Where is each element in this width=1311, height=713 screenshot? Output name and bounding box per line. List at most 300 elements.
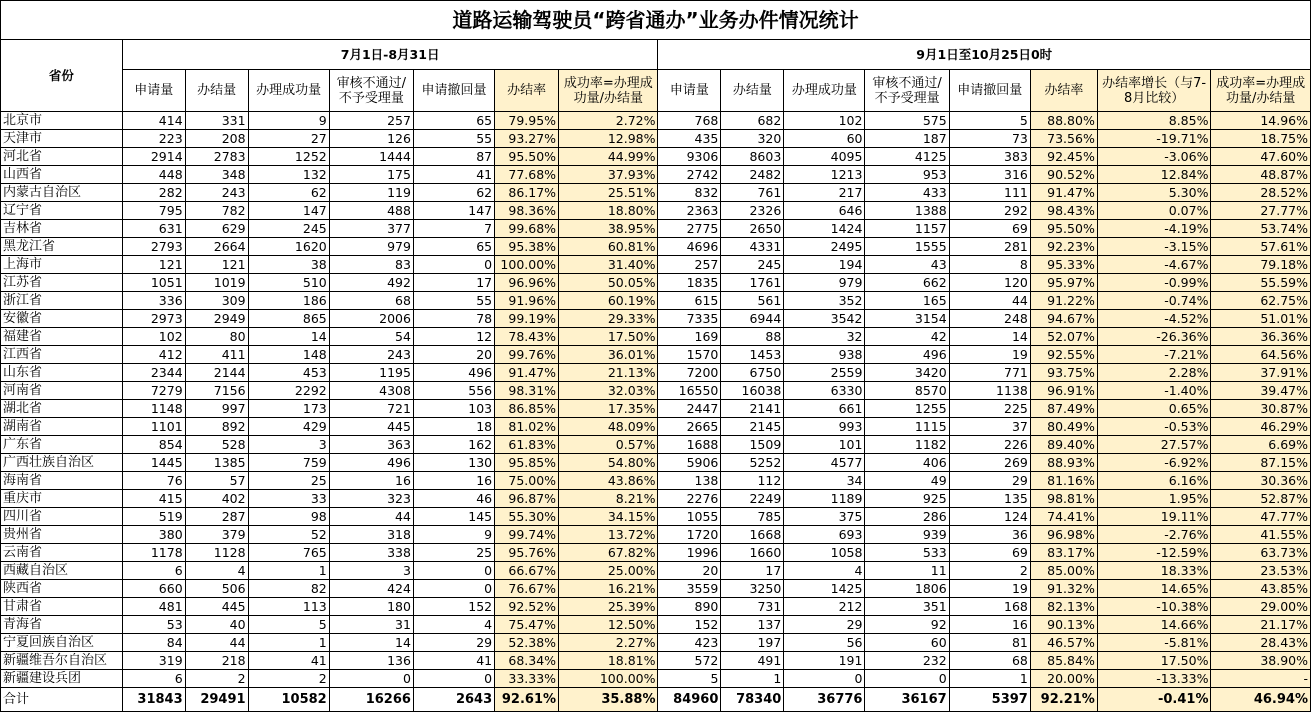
- table-row: [1, 454, 1311, 472]
- value-cell: 27.57%: [1097, 436, 1211, 454]
- value-cell: 5.30%: [1097, 184, 1211, 202]
- value-cell: 2363: [658, 202, 721, 220]
- value-cell: 53: [122, 616, 185, 634]
- table-row: [1, 508, 1311, 526]
- value-cell: 39.47%: [1211, 382, 1311, 400]
- value-cell: 731: [721, 598, 784, 616]
- value-cell: 7: [413, 220, 494, 238]
- value-cell: 5: [949, 112, 1030, 130]
- province-cell: 新疆建设兵团: [1, 670, 123, 688]
- value-cell: 4331: [721, 238, 784, 256]
- value-cell: 2559: [784, 364, 865, 382]
- value-cell: 2482: [721, 166, 784, 184]
- value-cell: 1058: [784, 544, 865, 562]
- value-cell: 8.85%: [1097, 112, 1211, 130]
- value-cell: 79.18%: [1211, 256, 1311, 274]
- value-cell: 77.68%: [495, 166, 559, 184]
- value-cell: 18.75%: [1211, 130, 1311, 148]
- table-row: [1, 346, 1311, 364]
- value-cell: 92.52%: [495, 598, 559, 616]
- value-cell: 80.49%: [1030, 418, 1097, 436]
- value-cell: 33.33%: [495, 670, 559, 688]
- value-cell: 173: [248, 400, 329, 418]
- value-cell: 1688: [658, 436, 721, 454]
- value-cell: 348: [185, 166, 248, 184]
- value-cell: 50.05%: [559, 274, 658, 292]
- value-cell: 18.81%: [559, 652, 658, 670]
- value-cell: 112: [721, 472, 784, 490]
- value-cell: 73.56%: [1030, 130, 1097, 148]
- value-cell: 5906: [658, 454, 721, 472]
- value-cell: 81: [949, 634, 1030, 652]
- column-header: 审核不通过/不予受理量: [865, 70, 949, 112]
- value-cell: 892: [185, 418, 248, 436]
- value-cell: 44.99%: [559, 148, 658, 166]
- value-cell: 187: [865, 130, 949, 148]
- value-cell: 1996: [658, 544, 721, 562]
- province-cell: 福建省: [1, 328, 123, 346]
- value-cell: 782: [185, 202, 248, 220]
- value-cell: 46: [413, 490, 494, 508]
- value-cell: 1189: [784, 490, 865, 508]
- value-cell: 785: [721, 508, 784, 526]
- value-cell: 5397: [949, 688, 1030, 712]
- value-cell: 1055: [658, 508, 721, 526]
- value-cell: 2: [949, 562, 1030, 580]
- value-cell: 1195: [329, 364, 413, 382]
- value-cell: 46.94%: [1211, 688, 1311, 712]
- value-cell: 232: [865, 652, 949, 670]
- value-cell: 75.47%: [495, 616, 559, 634]
- table-row: [1, 580, 1311, 598]
- value-cell: 17.50%: [1097, 652, 1211, 670]
- value-cell: 2783: [185, 148, 248, 166]
- value-cell: 43.86%: [559, 472, 658, 490]
- value-cell: 65: [413, 112, 494, 130]
- value-cell: 6750: [721, 364, 784, 382]
- value-cell: 18.80%: [559, 202, 658, 220]
- value-cell: 2.28%: [1097, 364, 1211, 382]
- value-cell: 152: [658, 616, 721, 634]
- value-cell: 17: [721, 562, 784, 580]
- value-cell: 21.13%: [559, 364, 658, 382]
- province-cell: 辽宁省: [1, 202, 123, 220]
- value-cell: 660: [122, 580, 185, 598]
- value-cell: 1425: [784, 580, 865, 598]
- value-cell: 95.76%: [495, 544, 559, 562]
- value-cell: 2.27%: [559, 634, 658, 652]
- value-cell: 0.65%: [1097, 400, 1211, 418]
- value-cell: 1157: [865, 220, 949, 238]
- value-cell: 92.55%: [1030, 346, 1097, 364]
- table-row: [1, 274, 1311, 292]
- value-cell: 28.43%: [1211, 634, 1311, 652]
- value-cell: 8603: [721, 148, 784, 166]
- value-cell: 180: [329, 598, 413, 616]
- value-cell: 1128: [185, 544, 248, 562]
- value-cell: 282: [122, 184, 185, 202]
- value-cell: 92.45%: [1030, 148, 1097, 166]
- value-cell: 615: [658, 292, 721, 310]
- value-cell: 16: [949, 616, 1030, 634]
- value-cell: 2249: [721, 490, 784, 508]
- value-cell: 1806: [865, 580, 949, 598]
- value-cell: 0: [329, 670, 413, 688]
- table-row: [1, 652, 1311, 670]
- value-cell: 519: [122, 508, 185, 526]
- value-cell: 60: [784, 130, 865, 148]
- value-cell: 865: [248, 310, 329, 328]
- value-cell: 121: [122, 256, 185, 274]
- value-cell: 453: [248, 364, 329, 382]
- value-cell: 87.49%: [1030, 400, 1097, 418]
- value-cell: 147: [248, 202, 329, 220]
- table-row: [1, 562, 1311, 580]
- value-cell: 402: [185, 490, 248, 508]
- value-cell: 406: [865, 454, 949, 472]
- value-cell: 99.76%: [495, 346, 559, 364]
- value-cell: 1444: [329, 148, 413, 166]
- value-cell: 63.73%: [1211, 544, 1311, 562]
- value-cell: 433: [865, 184, 949, 202]
- province-cell: 广西壮族自治区: [1, 454, 123, 472]
- province-cell: 河北省: [1, 148, 123, 166]
- value-cell: -3.15%: [1097, 238, 1211, 256]
- value-cell: 629: [185, 220, 248, 238]
- value-cell: 5: [248, 616, 329, 634]
- value-cell: 269: [949, 454, 1030, 472]
- value-cell: -13.33%: [1097, 670, 1211, 688]
- value-cell: 925: [865, 490, 949, 508]
- column-header: 成功率=办理成功量/办结量: [1211, 70, 1311, 112]
- value-cell: 2793: [122, 238, 185, 256]
- value-cell: 43: [865, 256, 949, 274]
- table-row: [1, 202, 1311, 220]
- table-row: [1, 310, 1311, 328]
- value-cell: -5.81%: [1097, 634, 1211, 652]
- value-cell: 319: [122, 652, 185, 670]
- province-cell: 内蒙古自治区: [1, 184, 123, 202]
- value-cell: 761: [721, 184, 784, 202]
- value-cell: 57.61%: [1211, 238, 1311, 256]
- value-cell: -0.99%: [1097, 274, 1211, 292]
- value-cell: 17.35%: [559, 400, 658, 418]
- table-row: [1, 418, 1311, 436]
- value-cell: 721: [329, 400, 413, 418]
- value-cell: 2.72%: [559, 112, 658, 130]
- value-cell: 197: [721, 634, 784, 652]
- value-cell: 1761: [721, 274, 784, 292]
- table-row: [1, 400, 1311, 418]
- value-cell: 37.93%: [559, 166, 658, 184]
- value-cell: 25.51%: [559, 184, 658, 202]
- value-cell: 87: [413, 148, 494, 166]
- value-cell: 147: [413, 202, 494, 220]
- value-cell: 379: [185, 526, 248, 544]
- value-cell: 36.36%: [1211, 328, 1311, 346]
- value-cell: 27: [248, 130, 329, 148]
- value-cell: 292: [949, 202, 1030, 220]
- value-cell: 496: [413, 364, 494, 382]
- value-cell: 411: [185, 346, 248, 364]
- value-cell: 1148: [122, 400, 185, 418]
- value-cell: 38: [248, 256, 329, 274]
- value-cell: 68: [949, 652, 1030, 670]
- value-cell: 491: [721, 652, 784, 670]
- value-cell: 3420: [865, 364, 949, 382]
- value-cell: 257: [658, 256, 721, 274]
- province-cell: 浙江省: [1, 292, 123, 310]
- table-row: [1, 670, 1311, 688]
- value-cell: 4696: [658, 238, 721, 256]
- value-cell: 25.39%: [559, 598, 658, 616]
- value-cell: 86.85%: [495, 400, 559, 418]
- value-cell: 96.91%: [1030, 382, 1097, 400]
- value-cell: 36167: [865, 688, 949, 712]
- value-cell: 85.00%: [1030, 562, 1097, 580]
- value-cell: 0: [413, 580, 494, 598]
- value-cell: -7.21%: [1097, 346, 1211, 364]
- value-cell: 94.67%: [1030, 310, 1097, 328]
- table-row: [1, 292, 1311, 310]
- value-cell: 506: [185, 580, 248, 598]
- value-cell: 979: [329, 238, 413, 256]
- value-cell: 528: [185, 436, 248, 454]
- value-cell: 52.07%: [1030, 328, 1097, 346]
- value-cell: 98.36%: [495, 202, 559, 220]
- province-cell: 安徽省: [1, 310, 123, 328]
- value-cell: 1178: [122, 544, 185, 562]
- value-cell: 91.22%: [1030, 292, 1097, 310]
- value-cell: 631: [122, 220, 185, 238]
- value-cell: 496: [329, 454, 413, 472]
- table-row: [1, 472, 1311, 490]
- value-cell: 11: [865, 562, 949, 580]
- value-cell: 41: [413, 166, 494, 184]
- value-cell: 16: [329, 472, 413, 490]
- province-cell: 新疆维吾尔自治区: [1, 652, 123, 670]
- value-cell: -4.67%: [1097, 256, 1211, 274]
- value-cell: 6: [122, 670, 185, 688]
- column-header: 办结量: [185, 70, 248, 112]
- value-cell: 1: [721, 670, 784, 688]
- value-cell: 28.52%: [1211, 184, 1311, 202]
- province-cell: 北京市: [1, 112, 123, 130]
- value-cell: 135: [949, 490, 1030, 508]
- value-cell: 323: [329, 490, 413, 508]
- value-cell: 186: [248, 292, 329, 310]
- value-cell: 57: [185, 472, 248, 490]
- value-cell: 445: [329, 418, 413, 436]
- value-cell: 1385: [185, 454, 248, 472]
- value-cell: 74.41%: [1030, 508, 1097, 526]
- value-cell: 245: [721, 256, 784, 274]
- value-cell: 20: [658, 562, 721, 580]
- value-cell: 92.21%: [1030, 688, 1097, 712]
- table-row: [1, 184, 1311, 202]
- value-cell: 16: [413, 472, 494, 490]
- value-cell: 1668: [721, 526, 784, 544]
- value-cell: 6: [122, 562, 185, 580]
- province-cell: 山东省: [1, 364, 123, 382]
- value-cell: 1453: [721, 346, 784, 364]
- value-cell: 2973: [122, 310, 185, 328]
- value-cell: 412: [122, 346, 185, 364]
- value-cell: 287: [185, 508, 248, 526]
- value-cell: 4308: [329, 382, 413, 400]
- column-header: 办结量: [721, 70, 784, 112]
- value-cell: 3559: [658, 580, 721, 598]
- value-cell: 31: [329, 616, 413, 634]
- value-cell: 4: [784, 562, 865, 580]
- value-cell: 4: [185, 562, 248, 580]
- value-cell: -0.41%: [1097, 688, 1211, 712]
- value-cell: 3542: [784, 310, 865, 328]
- value-cell: 0: [865, 670, 949, 688]
- value-cell: 82.13%: [1030, 598, 1097, 616]
- value-cell: 481: [122, 598, 185, 616]
- province-cell: 湖南省: [1, 418, 123, 436]
- table-row: [1, 130, 1311, 148]
- column-header: 成功率=办理成功量/办结量: [559, 70, 658, 112]
- value-cell: 46.57%: [1030, 634, 1097, 652]
- value-cell: 29: [784, 616, 865, 634]
- value-cell: 10582: [248, 688, 329, 712]
- value-cell: 31843: [122, 688, 185, 712]
- value-cell: 55: [413, 292, 494, 310]
- value-cell: 98.43%: [1030, 202, 1097, 220]
- value-cell: 1660: [721, 544, 784, 562]
- value-cell: 2495: [784, 238, 865, 256]
- value-cell: 43.85%: [1211, 580, 1311, 598]
- value-cell: 1620: [248, 238, 329, 256]
- value-cell: 854: [122, 436, 185, 454]
- value-cell: 1555: [865, 238, 949, 256]
- value-cell: 100.00%: [495, 256, 559, 274]
- value-cell: 351: [865, 598, 949, 616]
- value-cell: 316: [949, 166, 1030, 184]
- value-cell: 12.50%: [559, 616, 658, 634]
- period2-header: 9月1日至10月25日0时: [658, 40, 1311, 70]
- value-cell: 424: [329, 580, 413, 598]
- value-cell: 8.21%: [559, 490, 658, 508]
- value-cell: 92.61%: [495, 688, 559, 712]
- value-cell: 445: [185, 598, 248, 616]
- value-cell: 27.77%: [1211, 202, 1311, 220]
- value-cell: 3154: [865, 310, 949, 328]
- value-cell: 119: [329, 184, 413, 202]
- province-cell: 宁夏回族自治区: [1, 634, 123, 652]
- value-cell: 7279: [122, 382, 185, 400]
- value-cell: 1509: [721, 436, 784, 454]
- value-cell: 103: [413, 400, 494, 418]
- value-cell: 2326: [721, 202, 784, 220]
- value-cell: 510: [248, 274, 329, 292]
- value-cell: -6.92%: [1097, 454, 1211, 472]
- value-cell: -1.40%: [1097, 382, 1211, 400]
- value-cell: 16038: [721, 382, 784, 400]
- value-cell: 85.84%: [1030, 652, 1097, 670]
- value-cell: 102: [122, 328, 185, 346]
- value-cell: 13.72%: [559, 526, 658, 544]
- value-cell: -3.06%: [1097, 148, 1211, 166]
- value-cell: 78: [413, 310, 494, 328]
- province-cell: 四川省: [1, 508, 123, 526]
- column-header: 办理成功量: [248, 70, 329, 112]
- value-cell: 12.98%: [559, 130, 658, 148]
- value-cell: -0.53%: [1097, 418, 1211, 436]
- value-cell: -4.19%: [1097, 220, 1211, 238]
- value-cell: 646: [784, 202, 865, 220]
- value-cell: 32.03%: [559, 382, 658, 400]
- value-cell: 1: [248, 562, 329, 580]
- value-cell: -0.74%: [1097, 292, 1211, 310]
- value-cell: 14: [248, 328, 329, 346]
- value-cell: 87.15%: [1211, 454, 1311, 472]
- value-cell: 92: [865, 616, 949, 634]
- value-cell: 29: [413, 634, 494, 652]
- value-cell: 98.81%: [1030, 490, 1097, 508]
- value-cell: 1.95%: [1097, 490, 1211, 508]
- province-cell: 海南省: [1, 472, 123, 490]
- value-cell: 2664: [185, 238, 248, 256]
- value-cell: 62: [413, 184, 494, 202]
- value-cell: 2276: [658, 490, 721, 508]
- value-cell: 575: [865, 112, 949, 130]
- value-cell: 2144: [185, 364, 248, 382]
- table-row: [1, 112, 1311, 130]
- value-cell: 91.47%: [1030, 184, 1097, 202]
- value-cell: 102: [784, 112, 865, 130]
- value-cell: 90.52%: [1030, 166, 1097, 184]
- value-cell: 20: [413, 346, 494, 364]
- province-cell: 江西省: [1, 346, 123, 364]
- value-cell: 44: [949, 292, 1030, 310]
- value-cell: 30.87%: [1211, 400, 1311, 418]
- value-cell: -19.71%: [1097, 130, 1211, 148]
- value-cell: -: [1211, 670, 1311, 688]
- value-cell: 98: [248, 508, 329, 526]
- value-cell: 95.38%: [495, 238, 559, 256]
- value-cell: 73: [949, 130, 1030, 148]
- value-cell: 96.87%: [495, 490, 559, 508]
- province-cell: 江苏省: [1, 274, 123, 292]
- value-cell: 383: [949, 148, 1030, 166]
- value-cell: 91.32%: [1030, 580, 1097, 598]
- value-cell: 62: [248, 184, 329, 202]
- value-cell: 561: [721, 292, 784, 310]
- value-cell: 29.00%: [1211, 598, 1311, 616]
- value-cell: 99.68%: [495, 220, 559, 238]
- value-cell: 52.38%: [495, 634, 559, 652]
- value-cell: 0.57%: [559, 436, 658, 454]
- value-cell: 3: [329, 562, 413, 580]
- value-cell: 218: [185, 652, 248, 670]
- value-cell: 286: [865, 508, 949, 526]
- value-cell: -12.59%: [1097, 544, 1211, 562]
- value-cell: 54.80%: [559, 454, 658, 472]
- value-cell: 14.66%: [1097, 616, 1211, 634]
- value-cell: 2: [185, 670, 248, 688]
- value-cell: 496: [865, 346, 949, 364]
- table-row: [1, 166, 1311, 184]
- table-row: [1, 220, 1311, 238]
- value-cell: 4577: [784, 454, 865, 472]
- value-cell: 25: [413, 544, 494, 562]
- value-cell: 29491: [185, 688, 248, 712]
- value-cell: 1: [949, 670, 1030, 688]
- value-cell: 8: [949, 256, 1030, 274]
